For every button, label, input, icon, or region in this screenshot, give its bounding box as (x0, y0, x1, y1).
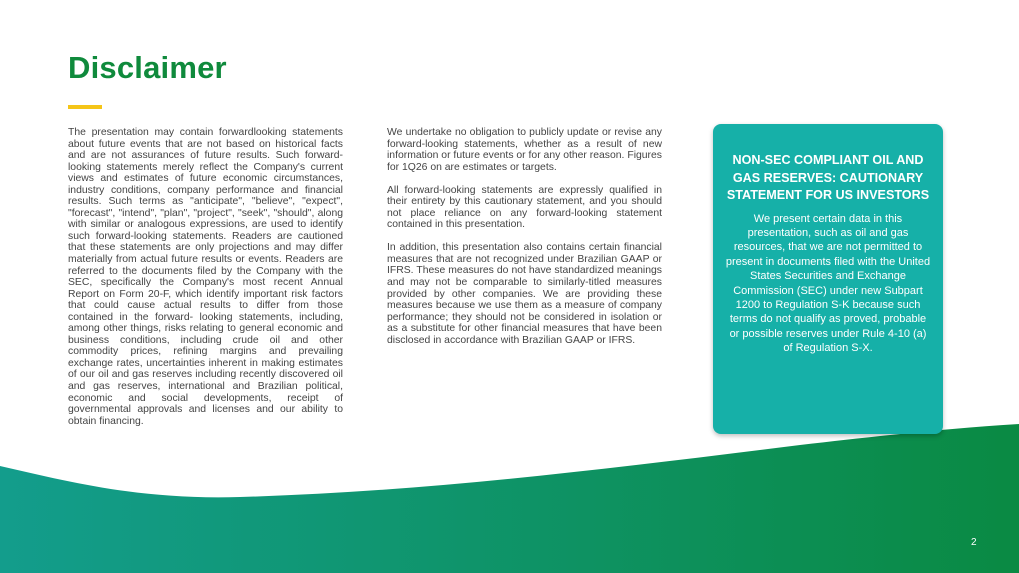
column2-paragraph-1: We undertake no obligation to publicly update or revise any forward-looking statements, whether as a result of new information or future events or for any other reason. Figures for 1Q26 on are estimates or targets. (387, 127, 662, 173)
cautionary-statement-box (713, 124, 943, 434)
cautionary-statement-title: NON-SEC COMPLIANT OIL AND GAS RESERVES: CAUTIONARY STATEMENT FOR US INVESTORS (726, 153, 930, 202)
title-accent-bar (68, 105, 102, 109)
column2-paragraph-2: All forward-looking statements are expressly qualified in their entirety by this cautionary statement, and you should not place reliance on any forward-looking statement contained in this presentation. (387, 184, 662, 231)
column1-paragraph-1: The presentation may contain forwardlooking statements about future events that are not based on historical facts and are not assurances of future results. Such forward- looking statements merely reflect the Company's current views and estimates of future economic circumstances, industry conditions, company performance and financial results. Such terms as "anticipate", "believe", "expect", "forecast", "intend", "plan", "project", "seek", "should", along with similar or analogous expressions, are used to identify such forward-looking statements. Readers are cautioned that these statements are only projections and may differ materially from actual future results or events. Readers are referred to the documents filed by the Company with the SEC, specifically the Company's most recent Annual Report on Form 20-F, which identify important risk factors that could cause actual results to differ from those contained in the forward- looking statements, including, among other things, risks relating to general economic and business conditions, including crude oil and other commodity prices, refining margins and prevailing exchange rates, uncertainties inherent in making estimates of our oil and gas reserves including recently discovered oil and gas reserves, international and Brazilian political, economic and social developments, receipt of governmental approvals and licenses and our ability to obtain financing. (68, 127, 343, 427)
page-number: 2 (971, 537, 977, 548)
page-title: Disclaimer (68, 50, 227, 85)
disclaimer-column-2 (387, 127, 662, 358)
column2-paragraph-3: In addition, this presentation also contains certain financial measures that are not recognized under Brazilian GAAP or IFRS. These measures do not have standardized meanings and may not be comparable to similarly-titled measures provided by other companies. We are providing these measures because we use them as a measure of company performance; they should not be considered in isolation or as a substitute for other financial measures that have been disclosed in accordance with Brazilian GAAP or IFRS. (387, 242, 662, 346)
disclaimer-column-1 (68, 127, 343, 439)
cautionary-statement-body: We present certain data in this presentation, such as oil and gas resources, that we are not permitted to present in documents filed with the United States Securities and Exchange Commission (SEC) under new Subpart 1200 to Regulation S-K because such terms do not qualify as proved, probable or possible reserves under Rule 4-10 (a) of Regulation S-X. (725, 212, 931, 355)
